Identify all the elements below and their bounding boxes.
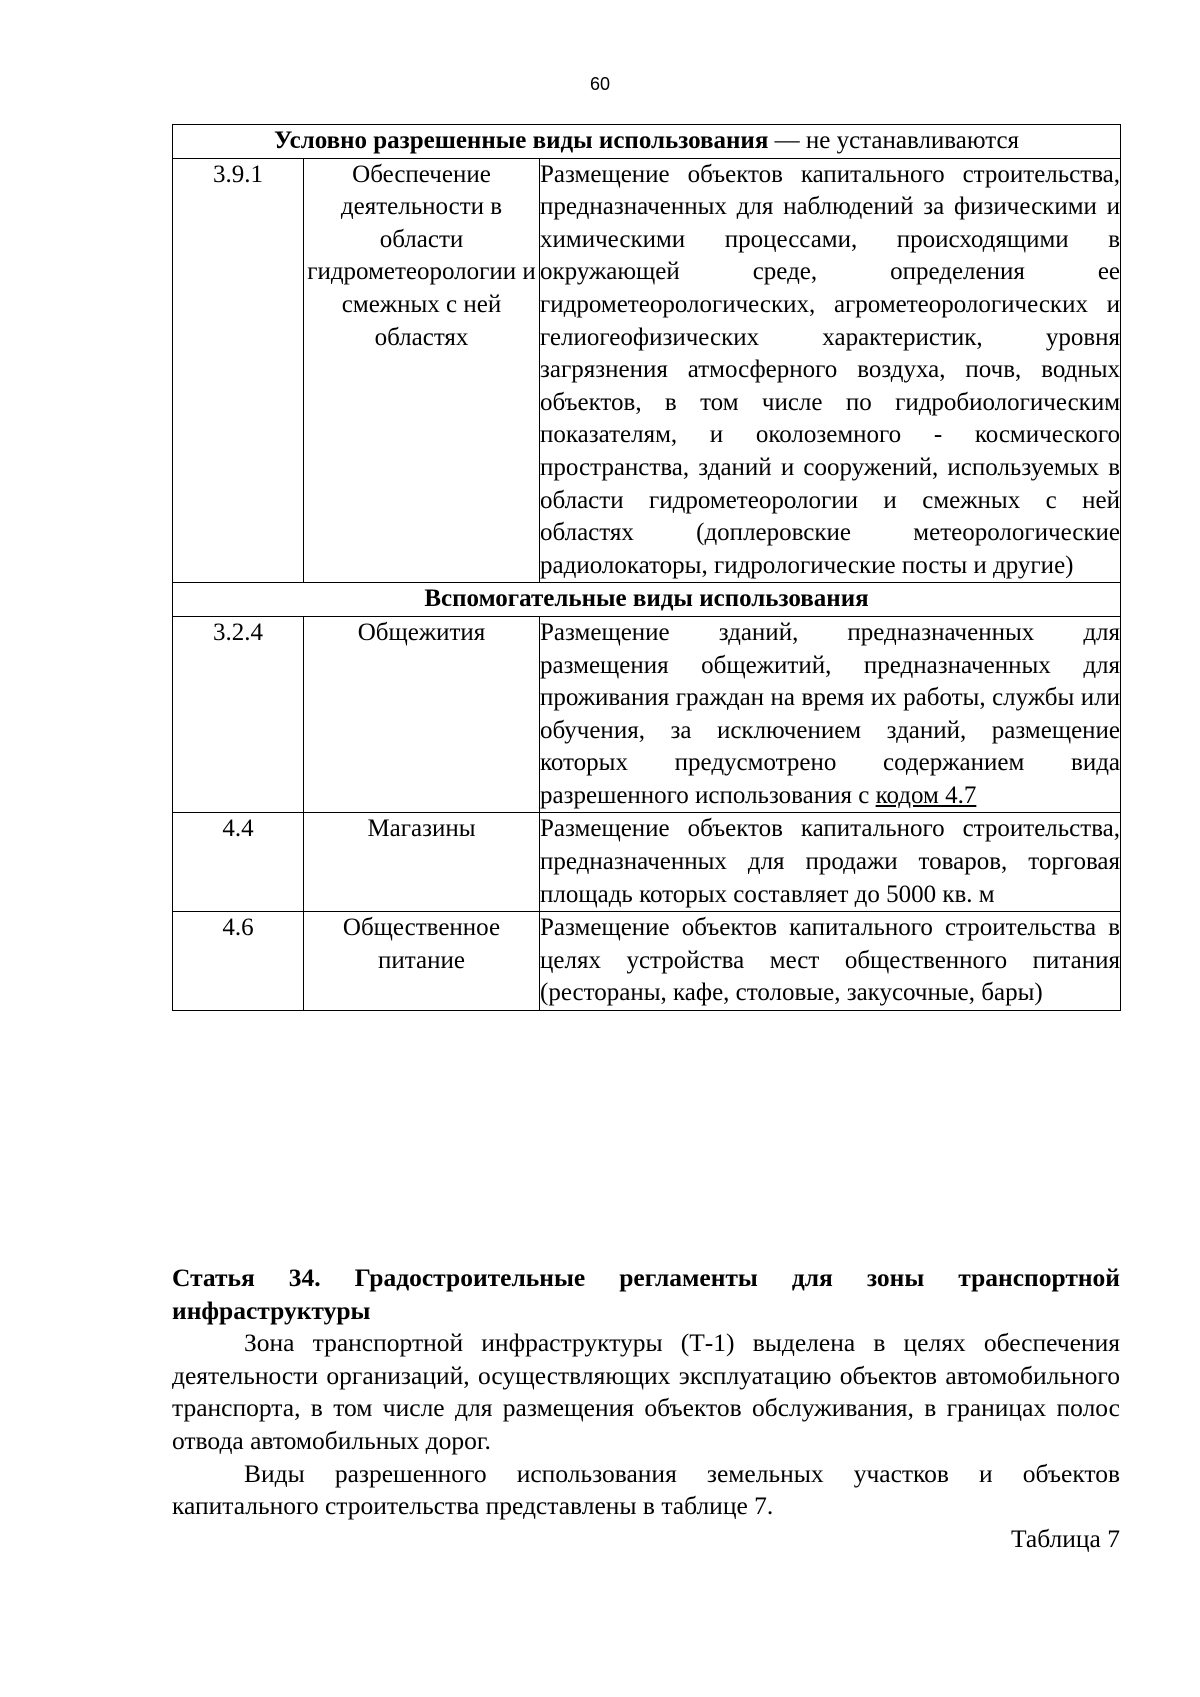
table-row [173,616,1121,813]
section-title-auxiliary: Вспомогательные виды использования [173,583,1121,617]
article-paragraph: Зона транспортной инфраструктуры (Т-1) выделена в целях обеспечения деятельности организаций, осуществляющих эксплуатацию объектов автомобильного транспорта, в том числе для размещения объектов обслуживания, в границах полос отвода автомобильных дорог. [172,1328,1120,1455]
use-name: Общежития [304,616,540,813]
use-description: Размещение зданий, предназначенных для размещения общежитий, предназначенных для проживания граждан на время их работы, службы или обучения, за исключением зданий, размещение которых предусмотрено содержанием вида разрешенного использования с кодом 4.7 [540,616,1121,813]
use-name: Обеспечение деятельности в области гидрометеорологии и смежных с ней областях [304,158,540,583]
section-header-auxiliary [173,583,1121,617]
use-code: 3.2.4 [173,616,304,813]
table-row [173,158,1121,583]
land-use-table [172,124,1121,1011]
use-description: Размещение объектов капитального строительства, предназначенных для наблюдений за физическими и химическими процессами, происходящими в окружающей среде, определения ее гидрометеорологических, агрометеорологических и гелиогеофизических характеристик, уровня загрязнения атмосферного воздуха, почв, водных объектов, в том числе по гидробиологическим показателям, и околоземного - космического пространства, зданий и сооружений, используемых в области гидрометеорологии и смежных с ней областях (доплеровские метеорологические радиолокаторы, гидрологические посты и другие) [540,158,1121,583]
article-section [172,1262,1120,1555]
use-description: Размещение объектов капитального строительства, предназначенных для продажи товаров, торговая площадь которых составляет до 5000 кв. м [540,813,1121,912]
use-description: Размещение объектов капитального строительства в целях устройства мест общественного питания (рестораны, кафе, столовые, закусочные, бары) [540,912,1121,1011]
use-name: Общественное питание [304,912,540,1011]
section-header-conditional [173,125,1121,159]
use-code: 4.4 [173,813,304,912]
section-title-conditional: Условно разрешенные виды использования — не устанавливаются [173,125,1121,159]
table-row [173,813,1121,912]
code-link[interactable]: кодом 4.7 [875,781,977,809]
article-title: Статья 34. Градостроительные регламенты для зоны транспортной инфраструктуры [172,1263,1120,1325]
use-code: 3.9.1 [173,158,304,583]
use-name: Магазины [304,813,540,912]
table-row [173,912,1121,1011]
page-number: 60 [589,74,611,94]
use-code: 4.6 [173,912,304,1011]
table-caption: Таблица 7 [1010,1523,1120,1553]
article-paragraph: Виды разрешенного использования земельных участков и объектов капитального строительства представлены в таблице 7. [172,1458,1120,1521]
